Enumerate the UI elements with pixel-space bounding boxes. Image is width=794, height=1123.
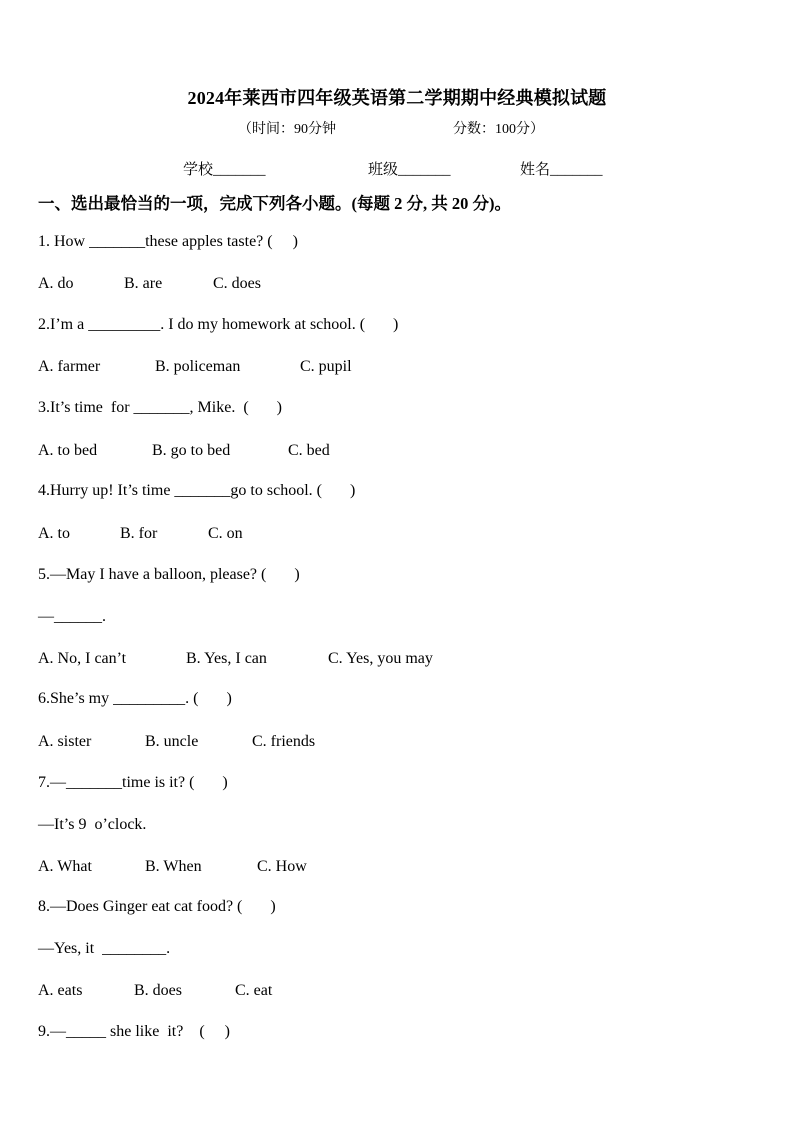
section-title: 一、选出最恰当的一项，完成下列各小题。(每题 2 分, 共 20 分)。: [38, 194, 511, 213]
total-score: 分数：100分）: [453, 122, 544, 137]
question-6-option-b: B. uncle: [145, 733, 199, 750]
question-5-stem: 5.—May I have a balloon, please? ( ): [38, 566, 300, 583]
time-limit: （时间：90分钟: [238, 122, 336, 137]
question-5-option-a: A. No, I can’t: [38, 650, 127, 667]
question-4-option-c: C. on: [208, 525, 243, 542]
question-7-stem: 7.—_______time is it? ( ): [38, 774, 228, 791]
class-field: 班级_______: [368, 162, 451, 178]
question-3-option-a: A. to bed: [38, 442, 98, 459]
question-8-option-c: C. eat: [235, 982, 273, 999]
question-6-stem: 6.She’s my _________. ( ): [38, 690, 232, 707]
exam-subtitle: [238, 118, 544, 138]
question-2-option-a: A. farmer: [38, 358, 101, 375]
question-6-option-a: A. sister: [38, 733, 92, 750]
name-field: 姓名_______: [520, 162, 603, 178]
question-3-stem: 3.It’s time for _______, Mike. ( ): [38, 399, 282, 416]
question-1-option-a: A. do: [38, 275, 74, 292]
question-7-option-b: B. When: [145, 858, 202, 875]
question-5-response: —______.: [38, 608, 106, 625]
question-7-option-c: C. How: [257, 858, 307, 875]
exam-title: 2024年莱西市四年级英语第二学期期中经典模拟试题: [187, 88, 607, 108]
question-8-option-b: B. does: [134, 982, 182, 999]
question-8-stem: 8.—Does Ginger eat cat food? ( ): [38, 898, 276, 915]
school-field: 学校_______: [183, 162, 266, 178]
question-1-stem: 1. How _______these apples taste? ( ): [38, 233, 298, 250]
question-2-option-c: C. pupil: [300, 358, 352, 375]
question-4-option-b: B. for: [120, 525, 158, 542]
question-4-stem: 4.Hurry up! It’s time _______go to school. ( ): [38, 482, 356, 499]
question-7-response: —It’s 9 o’clock.: [38, 816, 147, 833]
question-2-option-b: B. policeman: [155, 358, 241, 375]
question-3-option-b: B. go to bed: [152, 442, 231, 459]
question-9-stem: 9.—_____ she like it? ( ): [38, 1023, 230, 1040]
question-2-stem: 2.I’m a _________. I do my homework at school. ( ): [38, 316, 399, 333]
question-3-option-c: C. bed: [288, 442, 330, 459]
question-4-option-a: A. to: [38, 525, 70, 542]
question-6-option-c: C. friends: [252, 733, 316, 750]
question-5-option-c: C. Yes, you may: [328, 650, 433, 667]
question-8-response: —Yes, it ________.: [38, 940, 171, 957]
question-1-option-c: C. does: [213, 275, 261, 292]
question-8-option-a: A. eats: [38, 982, 83, 999]
question-7-option-a: A. What: [38, 858, 92, 875]
question-5-option-b: B. Yes, I can: [186, 650, 267, 667]
question-1-option-b: B. are: [124, 275, 163, 292]
